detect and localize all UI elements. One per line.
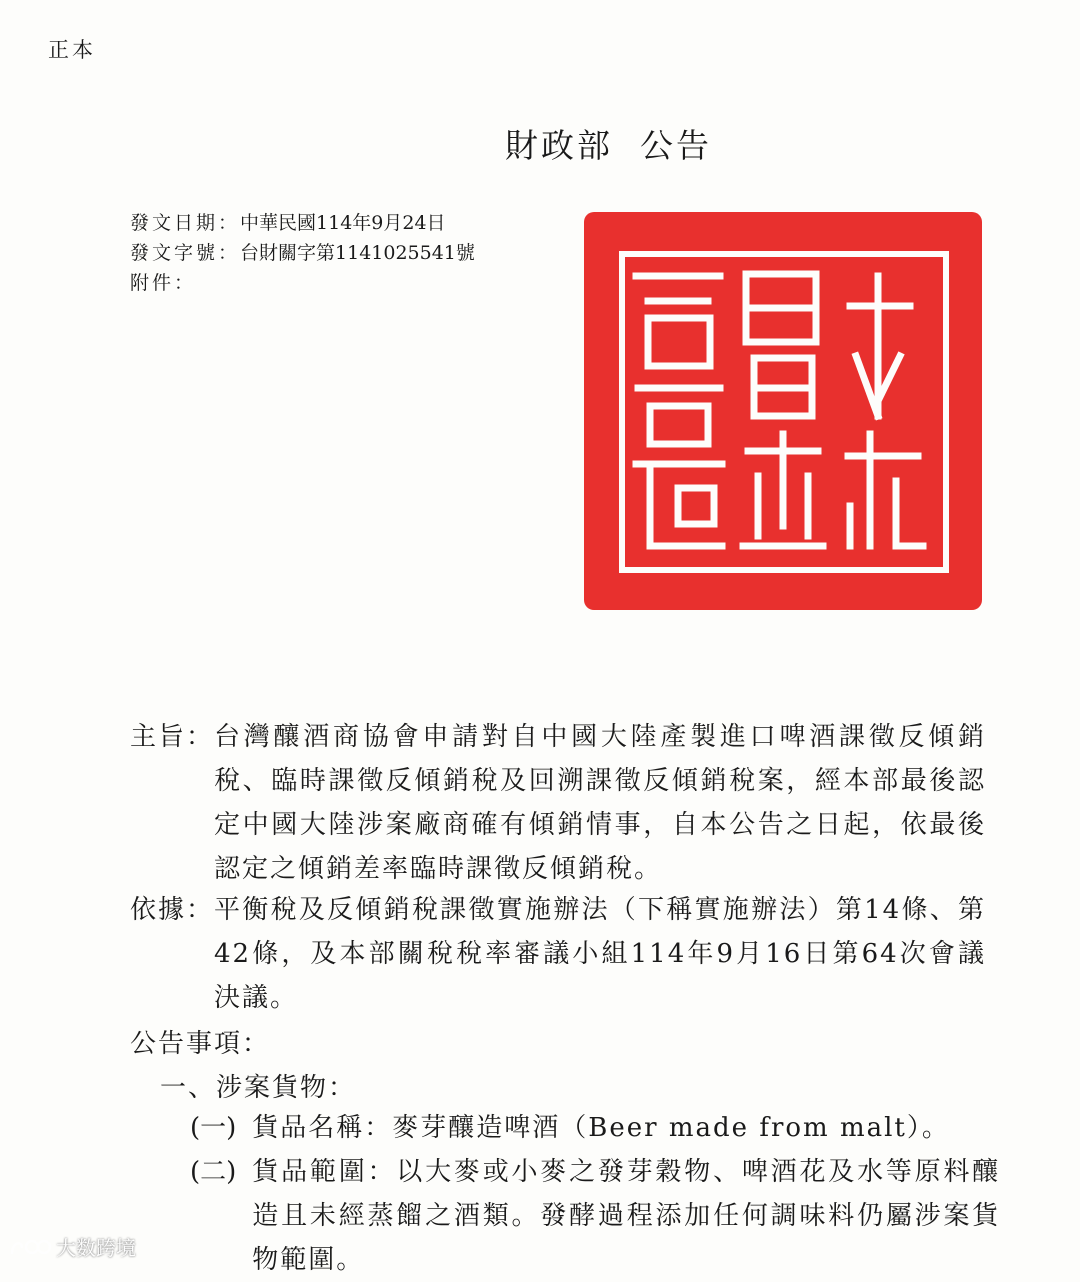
basis-section bbox=[130, 888, 986, 1020]
item-1-title: 一、涉案貨物： bbox=[160, 1073, 357, 1103]
sub-item-1-number: (一) bbox=[190, 1113, 237, 1143]
watermark-text: 大数跨境 bbox=[56, 1236, 136, 1260]
watermark-logo-icon bbox=[8, 1236, 52, 1258]
basis-label: 依據： bbox=[130, 895, 215, 925]
sub-item-1 bbox=[190, 1106, 1000, 1150]
watermark bbox=[8, 1232, 136, 1261]
gist-label: 主旨： bbox=[130, 722, 215, 752]
issue-date-row bbox=[130, 208, 475, 238]
document-meta bbox=[130, 208, 475, 298]
document-number-row bbox=[130, 238, 475, 268]
attachment-label: 附件： bbox=[130, 272, 197, 294]
original-copy-mark: 正本 bbox=[48, 38, 96, 62]
issue-date-value: 中華民國114年9月24日 bbox=[240, 212, 446, 234]
issue-date-label: 發文日期： bbox=[130, 212, 241, 234]
announcement-items-title: 公告事項： bbox=[130, 1029, 271, 1059]
sub-item-2-text: 貨品範圍：以大麥或小麥之發芽穀物、啤酒花及水等原料釀造且未經蒸餾之酒類。發酵過程添加任何調味料仍屬涉案貨物範圍。 bbox=[252, 1157, 1001, 1275]
official-seal bbox=[578, 206, 988, 616]
sub-item-1-text: 貨品名稱：麥芽釀造啤酒（Beer made from malt）。 bbox=[252, 1113, 950, 1143]
attachment-row bbox=[130, 268, 475, 298]
gist-text: 台灣釀酒商協會申請對自中國大陸產製進口啤酒課徵反傾銷稅、臨時課徵反傾銷稅及回溯課徵反傾銷稅案，經本部最後認定中國大陸涉案廠商確有傾銷情事，自本公告之日起，依最後認定之傾銷差率臨時課徵反傾銷稅。 bbox=[214, 722, 987, 884]
document-title: 財政部 公告 bbox=[505, 126, 712, 165]
document-number-value: 台財關字第1141025541號 bbox=[240, 242, 475, 264]
gist-section bbox=[130, 715, 986, 891]
basis-text: 平衡稅及反傾銷稅課徵實施辦法（下稱實施辦法）第14條、第42條，及本部關稅稅率審議小組114年9月16日第64次會議決議。 bbox=[214, 895, 987, 1013]
document-number-label: 發文字號： bbox=[130, 242, 241, 264]
sub-item-2 bbox=[190, 1150, 1000, 1282]
sub-item-2-number: (二) bbox=[190, 1157, 237, 1187]
